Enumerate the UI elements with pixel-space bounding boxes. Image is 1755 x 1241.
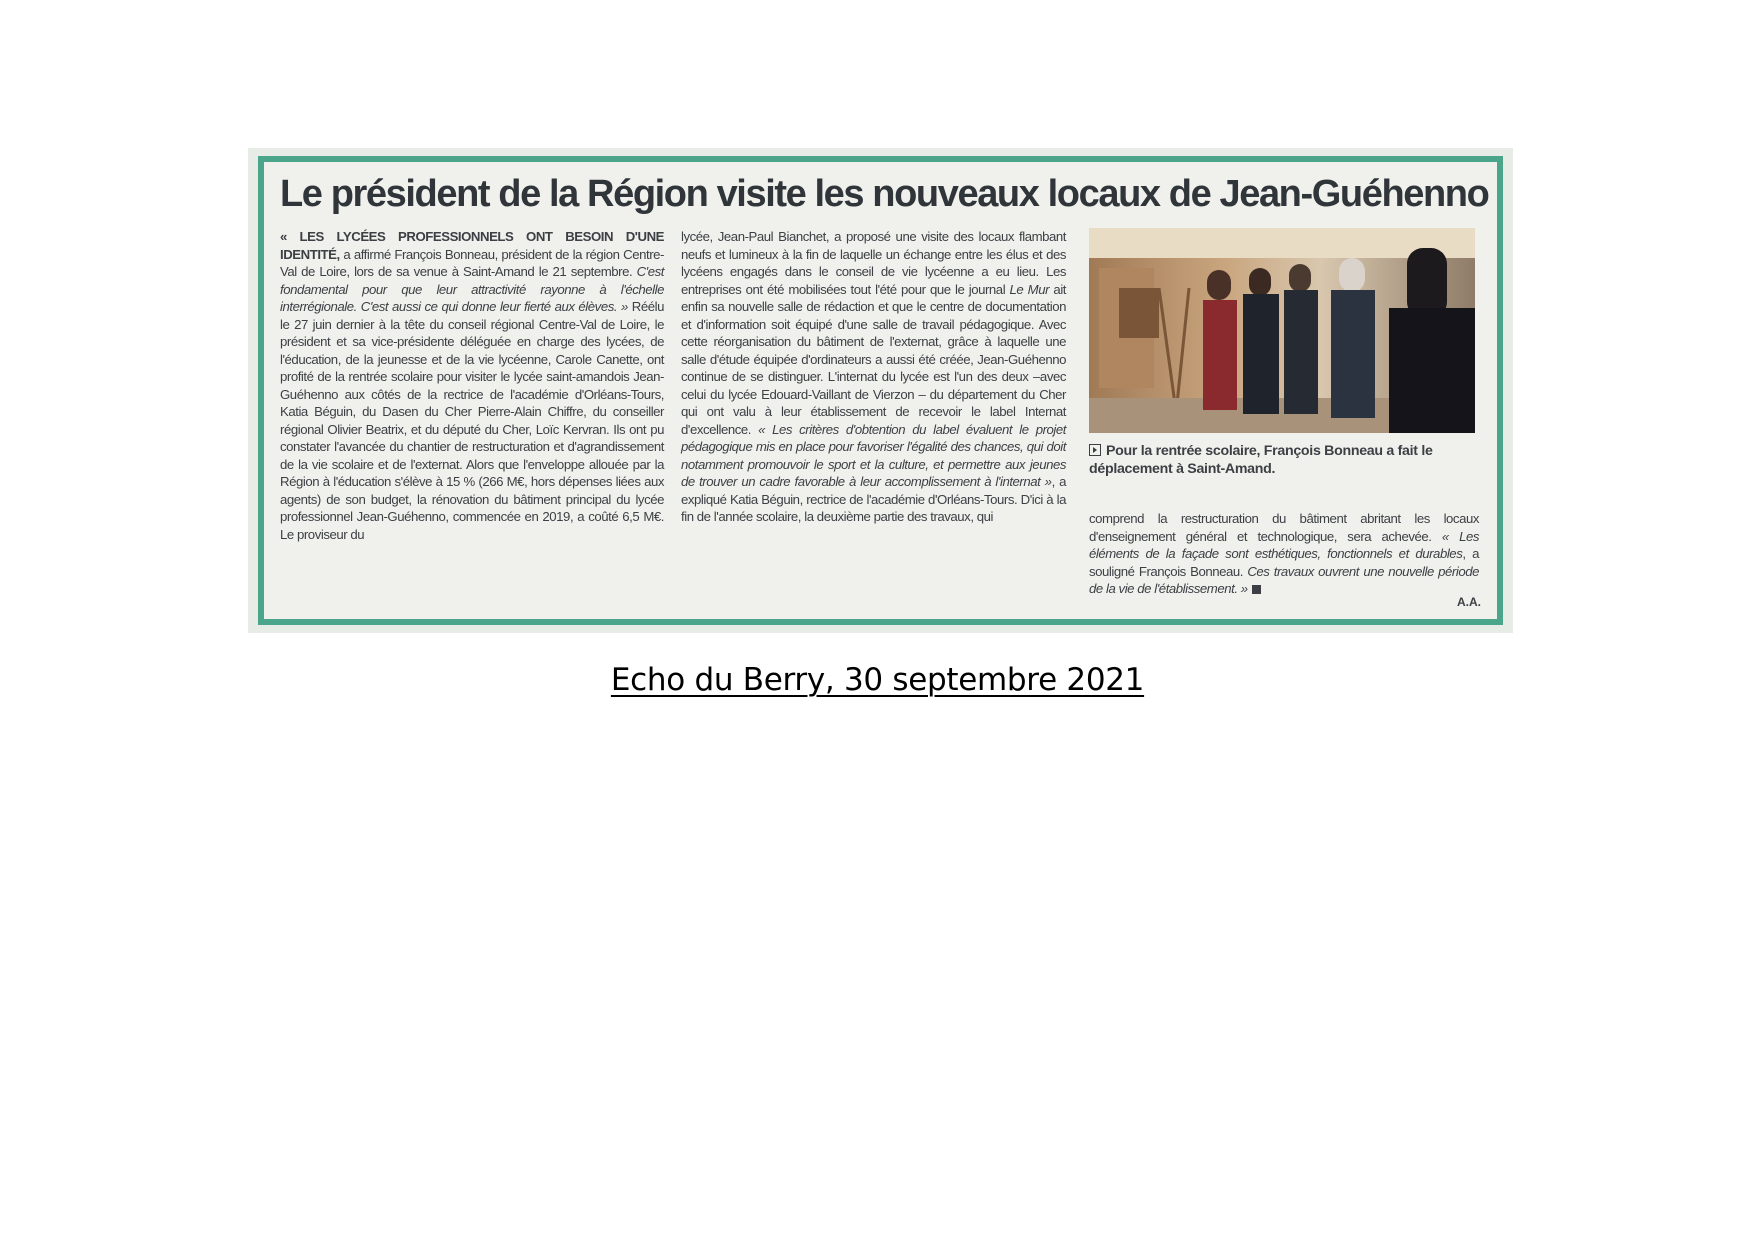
article-frame (258, 156, 1503, 625)
body-text: Réélu le 27 juin dernier à la tête du conseil régional Centre-Val de Loire, le président et sa vice-présidente déléguée en charge des lycées, de l'éducation, de la jeunesse et de la vie lycéenne, Carole Canette, ont profité de la rentrée scolaire pour visiter le lycée saint-amandois Jean-Guéhenno aux côtés de la rectrice de l'académie d'Orléans-Tours, Katia Béguin, du Dasen du Cher Pierre-Alain Chiffre, du conseiller régional Olivier Beatrix, et du député du Cher, Loïc Kervran. Ils ont pu constater l'avancée du chantier de restructuration et d'agrandissement de la vie scolaire et de l'externat. Alors que l'enveloppe allouée par la Région à l'éducation s'élève à 15 % (266 M€, hors dépenses liées aux agents) de son budget, la rénovation du bâtiment principal du lycée professionnel Jean-Guéhenno, commencée en 2019, a coûté 6,5 M€. Le proviseur du (280, 299, 664, 542)
source-caption (0, 662, 1755, 698)
caption-arrow-icon (1089, 444, 1101, 456)
quote-text: Ces travaux ouvrent une nouvelle période de la vie de l'établissement. » (1089, 563, 1479, 596)
body-text: a affirmé François Bonneau, président de la région Centre-Val de Loire, lors de sa venue à Saint-Amand le 21 septembre. (280, 246, 664, 279)
body-text: lycée, Jean-Paul Bianchet, a proposé une visite des locaux flambant neufs et lumineux à la fin de laquelle un échange entre les élus et des lycéens engagés dans le conseil de vie lycéenne a eu lieu. Les entreprises ont été mobilisées tout l'été pour que le journal (681, 229, 1066, 297)
caption-text: Pour la rentrée scolaire, François Bonneau a fait le déplacement à Saint-Amand. (1089, 443, 1433, 477)
journal-name: Le Mur (1009, 281, 1050, 297)
lead-text: « LES LYCÉES PROFESSIONNELS ONT BESOIN D'UNE IDENTITÉ, (280, 229, 664, 262)
quote-text: C'est fondamental pour que leur attractivité rayonne à l'échelle interrégionale. C'est aussi ce qui donne leur fierté aux élèves. » (280, 264, 664, 314)
body-text: comprend la restructuration du bâtiment abritant les locaux d'enseignement général et technologique, sera achevée. (1089, 511, 1479, 544)
quote-text: « Les éléments de la façade sont esthétiques, fonctionnels et durables (1089, 528, 1479, 561)
photo-caption (1089, 442, 1479, 478)
newspaper-clipping (248, 148, 1513, 633)
quote-text: « Les critères d'obtention du label évaluent le projet pédagogique mis en place pour favoriser l'égalité des chances, qui doit notamment promouvoir le sport et la culture, et permettre aux jeunes de trouver un cadre favorable à leur accomplissement à l'internat » (681, 421, 1066, 489)
photo-illustration (1089, 228, 1475, 433)
end-square-icon (1252, 585, 1261, 594)
body-text: , a souligné François Bonneau. (1089, 546, 1480, 579)
body-text: ait enfin sa nouvelle salle de rédaction et que le centre de documentation et d'information soit équipé d'une salle de travail pédagogique. Avec cette réorganisation du bâtiment de l'externat, grâce à laquelle une salle d'étude équipée d'ordinateurs a aussi été créée, Jean-Guéhenno continue de se distinguer. L'internat du lycée est l'un des deux –avec celui du lycée Edouard-Vaillant de Vierzon – du département du Cher qui ont valu à leur établissement de recevoir le label Internat d'excellence. (681, 281, 1067, 437)
article-column-1 (280, 228, 664, 543)
source-text: Echo du Berry, 30 septembre 2021 (610, 662, 1145, 698)
article-column-3 (1089, 510, 1479, 598)
article-photo (1089, 228, 1475, 433)
body-text: , a expliqué Katia Béguin, rectrice de l'académie d'Orléans-Tours. D'ici à la fin de l'année scolaire, la deuxième partie des travaux, qui (681, 474, 1066, 524)
article-headline: Le président de la Région visite les nouveaux locaux de Jean-Guéhenno (280, 173, 1489, 215)
author-byline: A.A. (1457, 595, 1481, 609)
article-column-2 (681, 228, 1066, 526)
